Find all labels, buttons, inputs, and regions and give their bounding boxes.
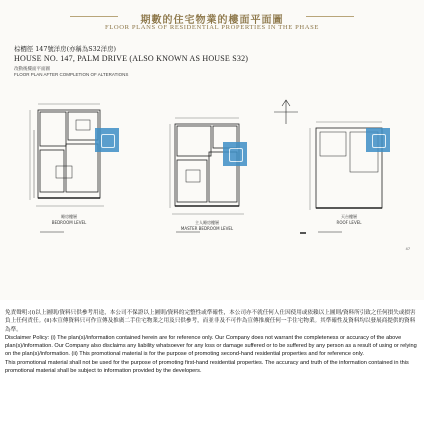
house-name-cn: 棕櫚徑 147號洋房(亦稱為S32洋房) bbox=[14, 45, 117, 53]
plan-subtitle-cn: 改動後樓面平面圖 bbox=[14, 67, 50, 72]
master-bedroom-level-plan bbox=[170, 118, 244, 214]
plan-label-en: ROOF LEVEL bbox=[336, 220, 362, 225]
disclaimer bbox=[5, 309, 419, 375]
legend-keys bbox=[300, 232, 306, 234]
plan-subtitle-en: FLOOR PLAN AFTER COMPLETION OF ALTERATIONS bbox=[14, 72, 129, 77]
plan-label-roof bbox=[314, 214, 384, 225]
watermark-stamp-icon bbox=[223, 142, 247, 166]
plan-label-cn: 天台樓層 bbox=[341, 214, 357, 219]
disclaimer-en-2: This promotional material shall not be used for the purpose of promoting first-hand residential properties. The accuracy and truth of the information contained in this promotional material shall be subject to information provided by the developers. bbox=[5, 359, 409, 375]
north-arrow-icon bbox=[274, 100, 298, 124]
watermark-stamp-icon bbox=[366, 128, 390, 152]
plan-label-cn: 睡房樓層 bbox=[61, 214, 77, 219]
page-title-cn: 期數的住宅物業的樓面平面圖 bbox=[140, 15, 284, 26]
bedroom-level-plan bbox=[30, 104, 104, 206]
disclaimer-en-1: Disclaimer Policy: (i) The plan(s)/information contained herein are for reference only. Our Company does not warrant the completeness or accuracy of the above plan(s)/information. Our Company also disclaims any liability whatsoever for any loss or damage suffered or to be suffered by any person as a result of using or relying on the plan(s)/information. (ii) This promotional material is for the purpose of promoting second-hand residential properties and for reference only. bbox=[5, 334, 417, 358]
plan-label-en: MASTER BEDROOM LEVEL bbox=[180, 226, 234, 231]
plan-label-master-bedroom bbox=[172, 220, 242, 231]
plan-label-bedroom bbox=[34, 214, 104, 225]
plan-label-cn: 主人睡房樓層 bbox=[195, 220, 219, 225]
page-number: 47 bbox=[405, 247, 410, 251]
disclaimer-cn: 免責聲明:(i)以上圖則/資料只供參考用途，本公司不保證以上圖則/資料的完整性或準確性，本公司亦不就任何人仕因使用或依賴以上圖則/資料所引致之任何損失或損害負上任何責任。(ii)本宣傳資料只可作宣傳及推廣二手住宅物業之用及只供參考，而並非及不可作為宣傳推廣任何一手住宅物業。其準確性及資料均以發展商提供的資料為準。 bbox=[5, 310, 416, 333]
plan-label-en: BEDROOM LEVEL bbox=[51, 220, 87, 225]
page-title-en: FLOOR PLANS OF RESIDENTIAL PROPERTIES IN THE PHASE bbox=[104, 24, 320, 31]
house-name-en: HOUSE NO. 147, PALM DRIVE (ALSO KNOWN AS HOUSE S32) bbox=[14, 54, 249, 63]
watermark-stamp-icon bbox=[95, 128, 119, 152]
